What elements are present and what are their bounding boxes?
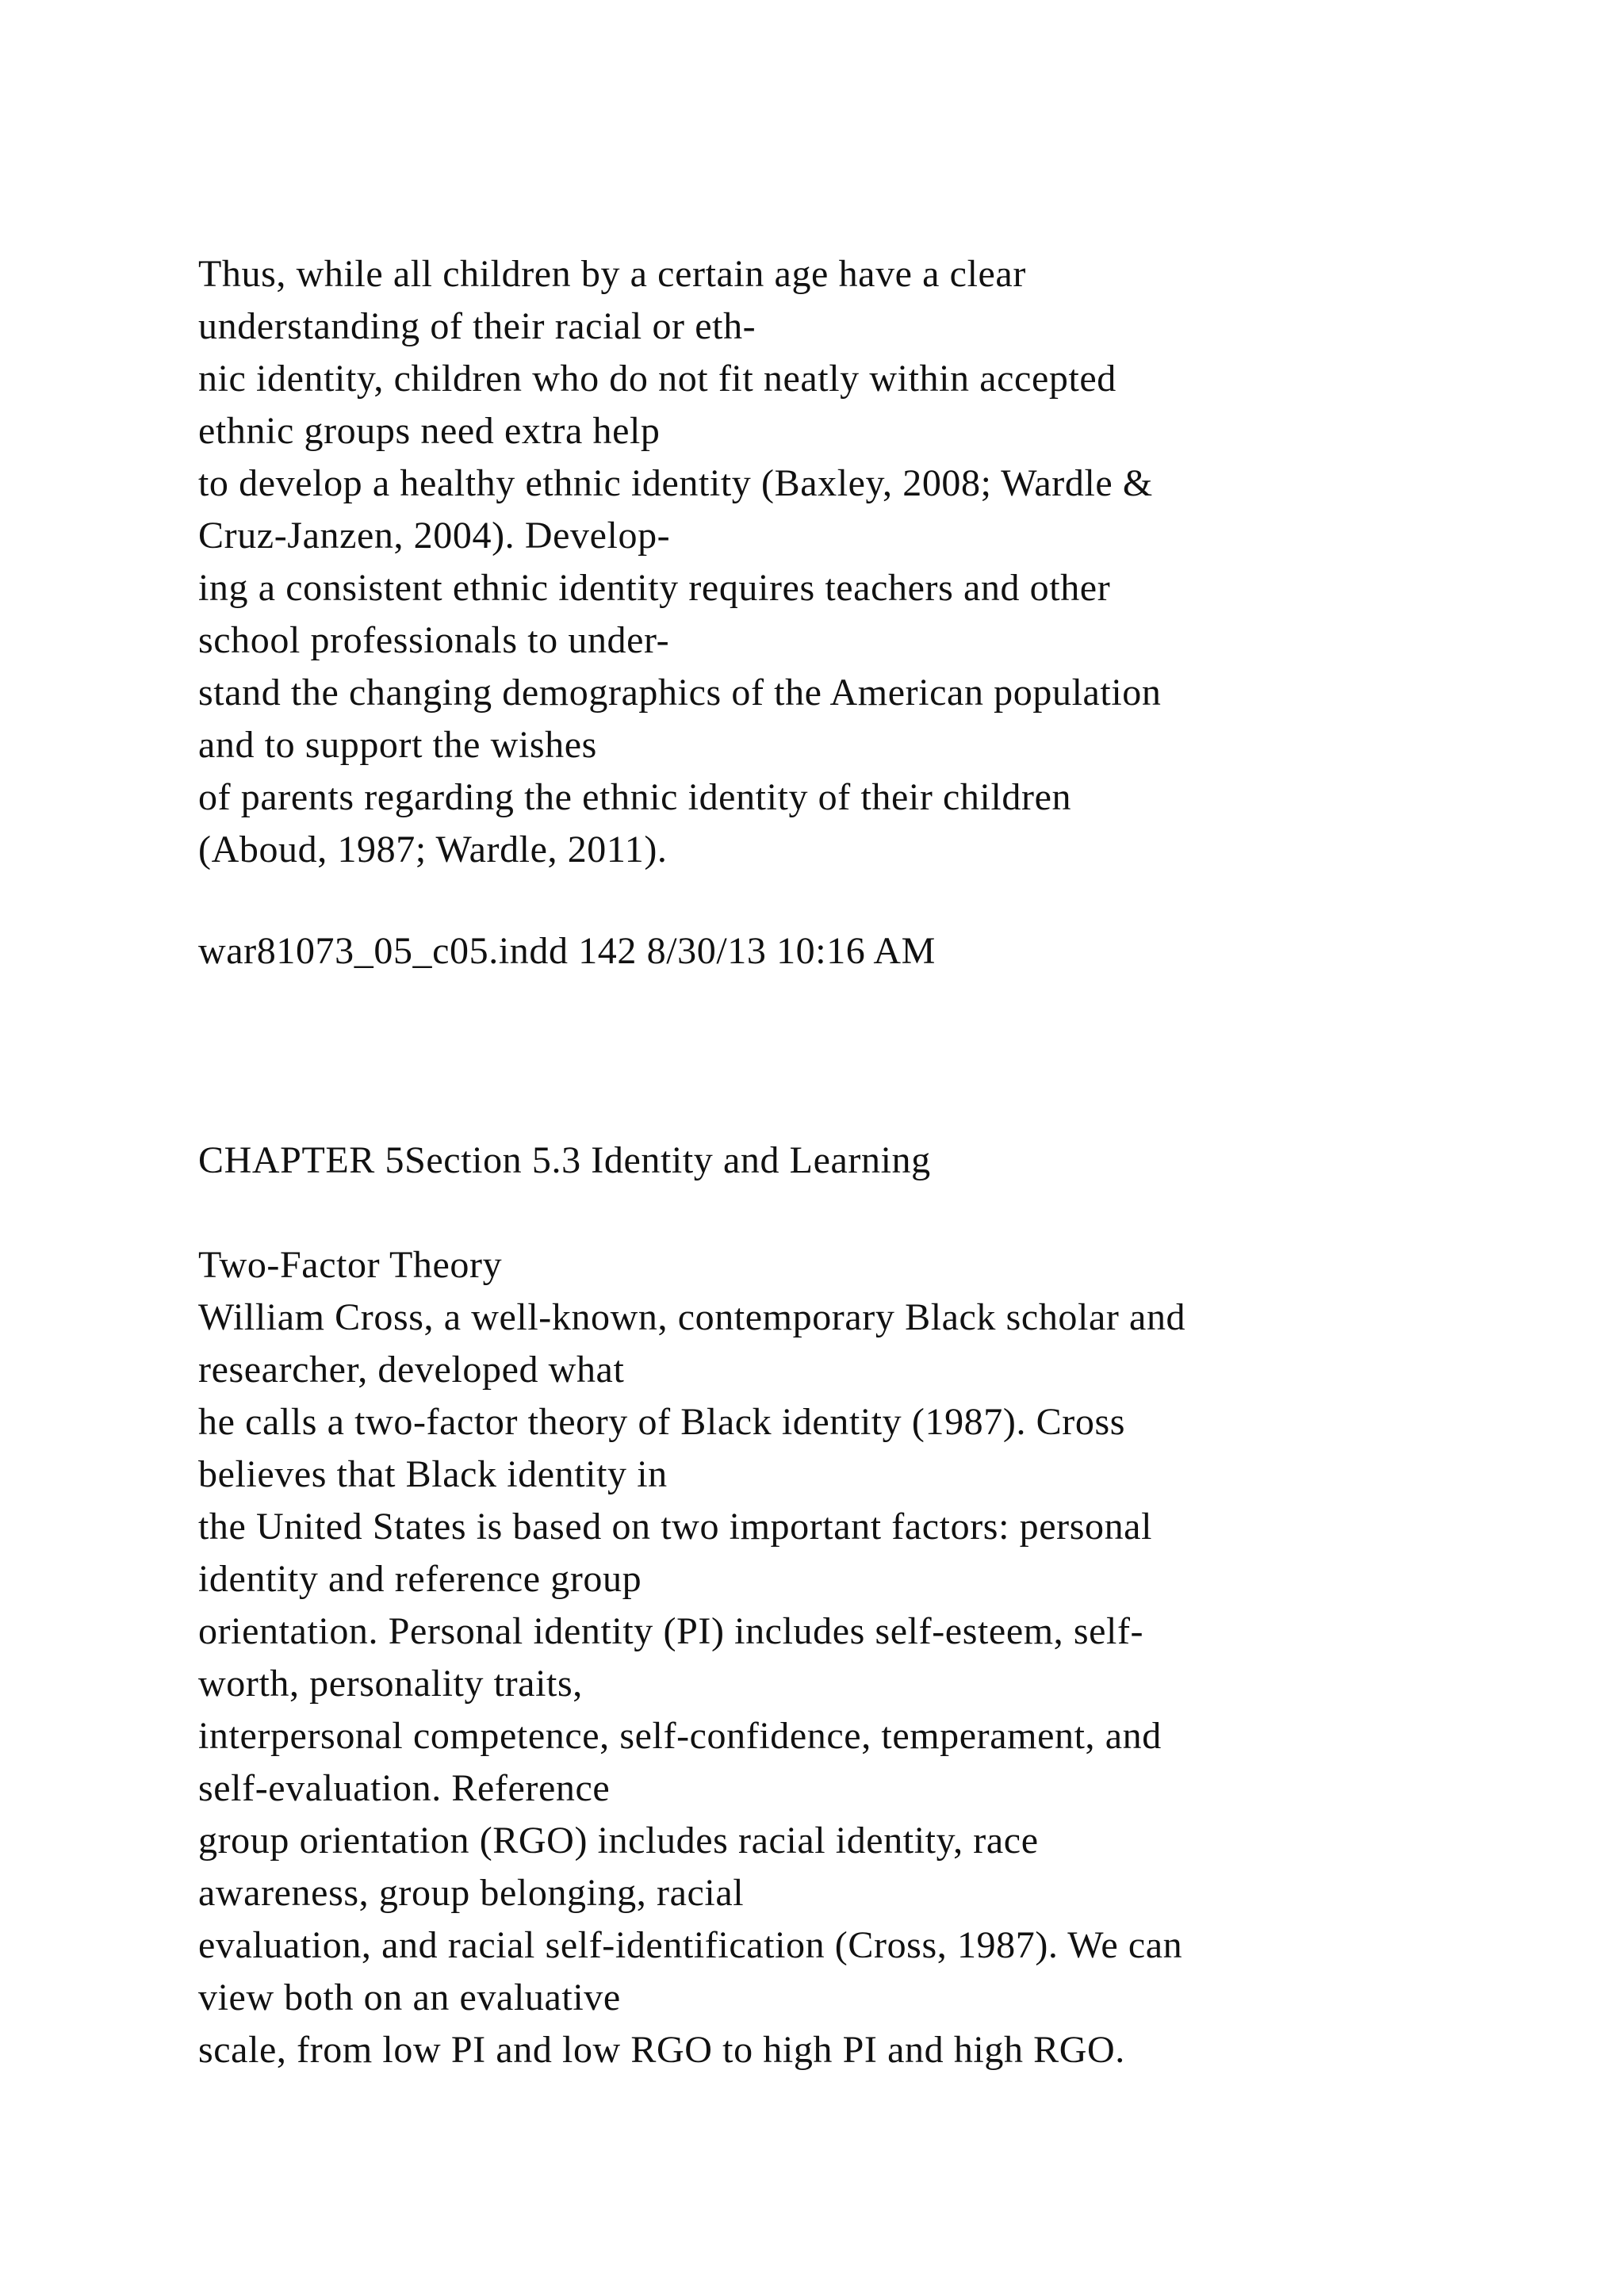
chapter-header <box>198 1135 1546 1187</box>
text-line: (Aboud, 1987; Wardle, 2011). <box>198 828 668 871</box>
text-line: awareness, group belonging, racial <box>198 1872 745 1914</box>
text-line: group orientation (RGO) includes racial identity, race <box>198 1820 1039 1862</box>
section-heading-text: Two-Factor Theory <box>198 1244 503 1286</box>
text-line: worth, personality traits, <box>198 1663 583 1705</box>
text-line: school professionals to under- <box>198 619 670 661</box>
two-factor-paragraph <box>198 1292 1546 2076</box>
text-line: self-evaluation. Reference <box>198 1767 611 1809</box>
file-slug <box>198 925 1546 978</box>
text-line: he calls a two-factor theory of Black identity (1987). Cross <box>198 1401 1126 1443</box>
text-line: ing a consistent ethnic identity requires teachers and other <box>198 567 1111 609</box>
text-line: understanding of their racial or eth- <box>198 305 756 347</box>
text-line: the United States is based on two important factors: personal <box>198 1506 1153 1548</box>
intro-paragraph <box>198 248 1546 876</box>
text-line: believes that Black identity in <box>198 1453 668 1495</box>
text-line: and to support the wishes <box>198 724 597 766</box>
text-line: view both on an evaluative <box>198 1976 621 2019</box>
text-line: evaluation, and racial self-identification (Cross, 1987). We can <box>198 1924 1183 1966</box>
text-line: identity and reference group <box>198 1558 642 1600</box>
text-line: interpersonal competence, self-confidence, temperament, and <box>198 1715 1162 1757</box>
text-line: Cruz-Janzen, 2004). Develop- <box>198 515 671 557</box>
text-line: stand the changing demographics of the American population <box>198 672 1162 714</box>
text-line: William Cross, a well-known, contemporary Black scholar and <box>198 1296 1186 1338</box>
text-line: to develop a healthy ethnic identity (Baxley, 2008; Wardle & <box>198 462 1153 504</box>
text-line: of parents regarding the ethnic identity of their children <box>198 776 1072 818</box>
text-line: orientation. Personal identity (PI) includes self-esteem, self- <box>198 1610 1144 1652</box>
text-line: scale, from low PI and low RGO to high PI and high RGO. <box>198 2029 1125 2071</box>
section-heading <box>198 1239 1546 1292</box>
text-line: researcher, developed what <box>198 1349 625 1391</box>
chapter-header-text: CHAPTER 5Section 5.3 Identity and Learning <box>198 1139 931 1181</box>
text-line: nic identity, children who do not fit neatly within accepted <box>198 358 1116 400</box>
file-slug-text: war81073_05_c05.indd 142 8/30/13 10:16 AM <box>198 930 936 972</box>
text-line: Thus, while all children by a certain age have a clear <box>198 253 1026 295</box>
text-line: ethnic groups need extra help <box>198 410 661 452</box>
